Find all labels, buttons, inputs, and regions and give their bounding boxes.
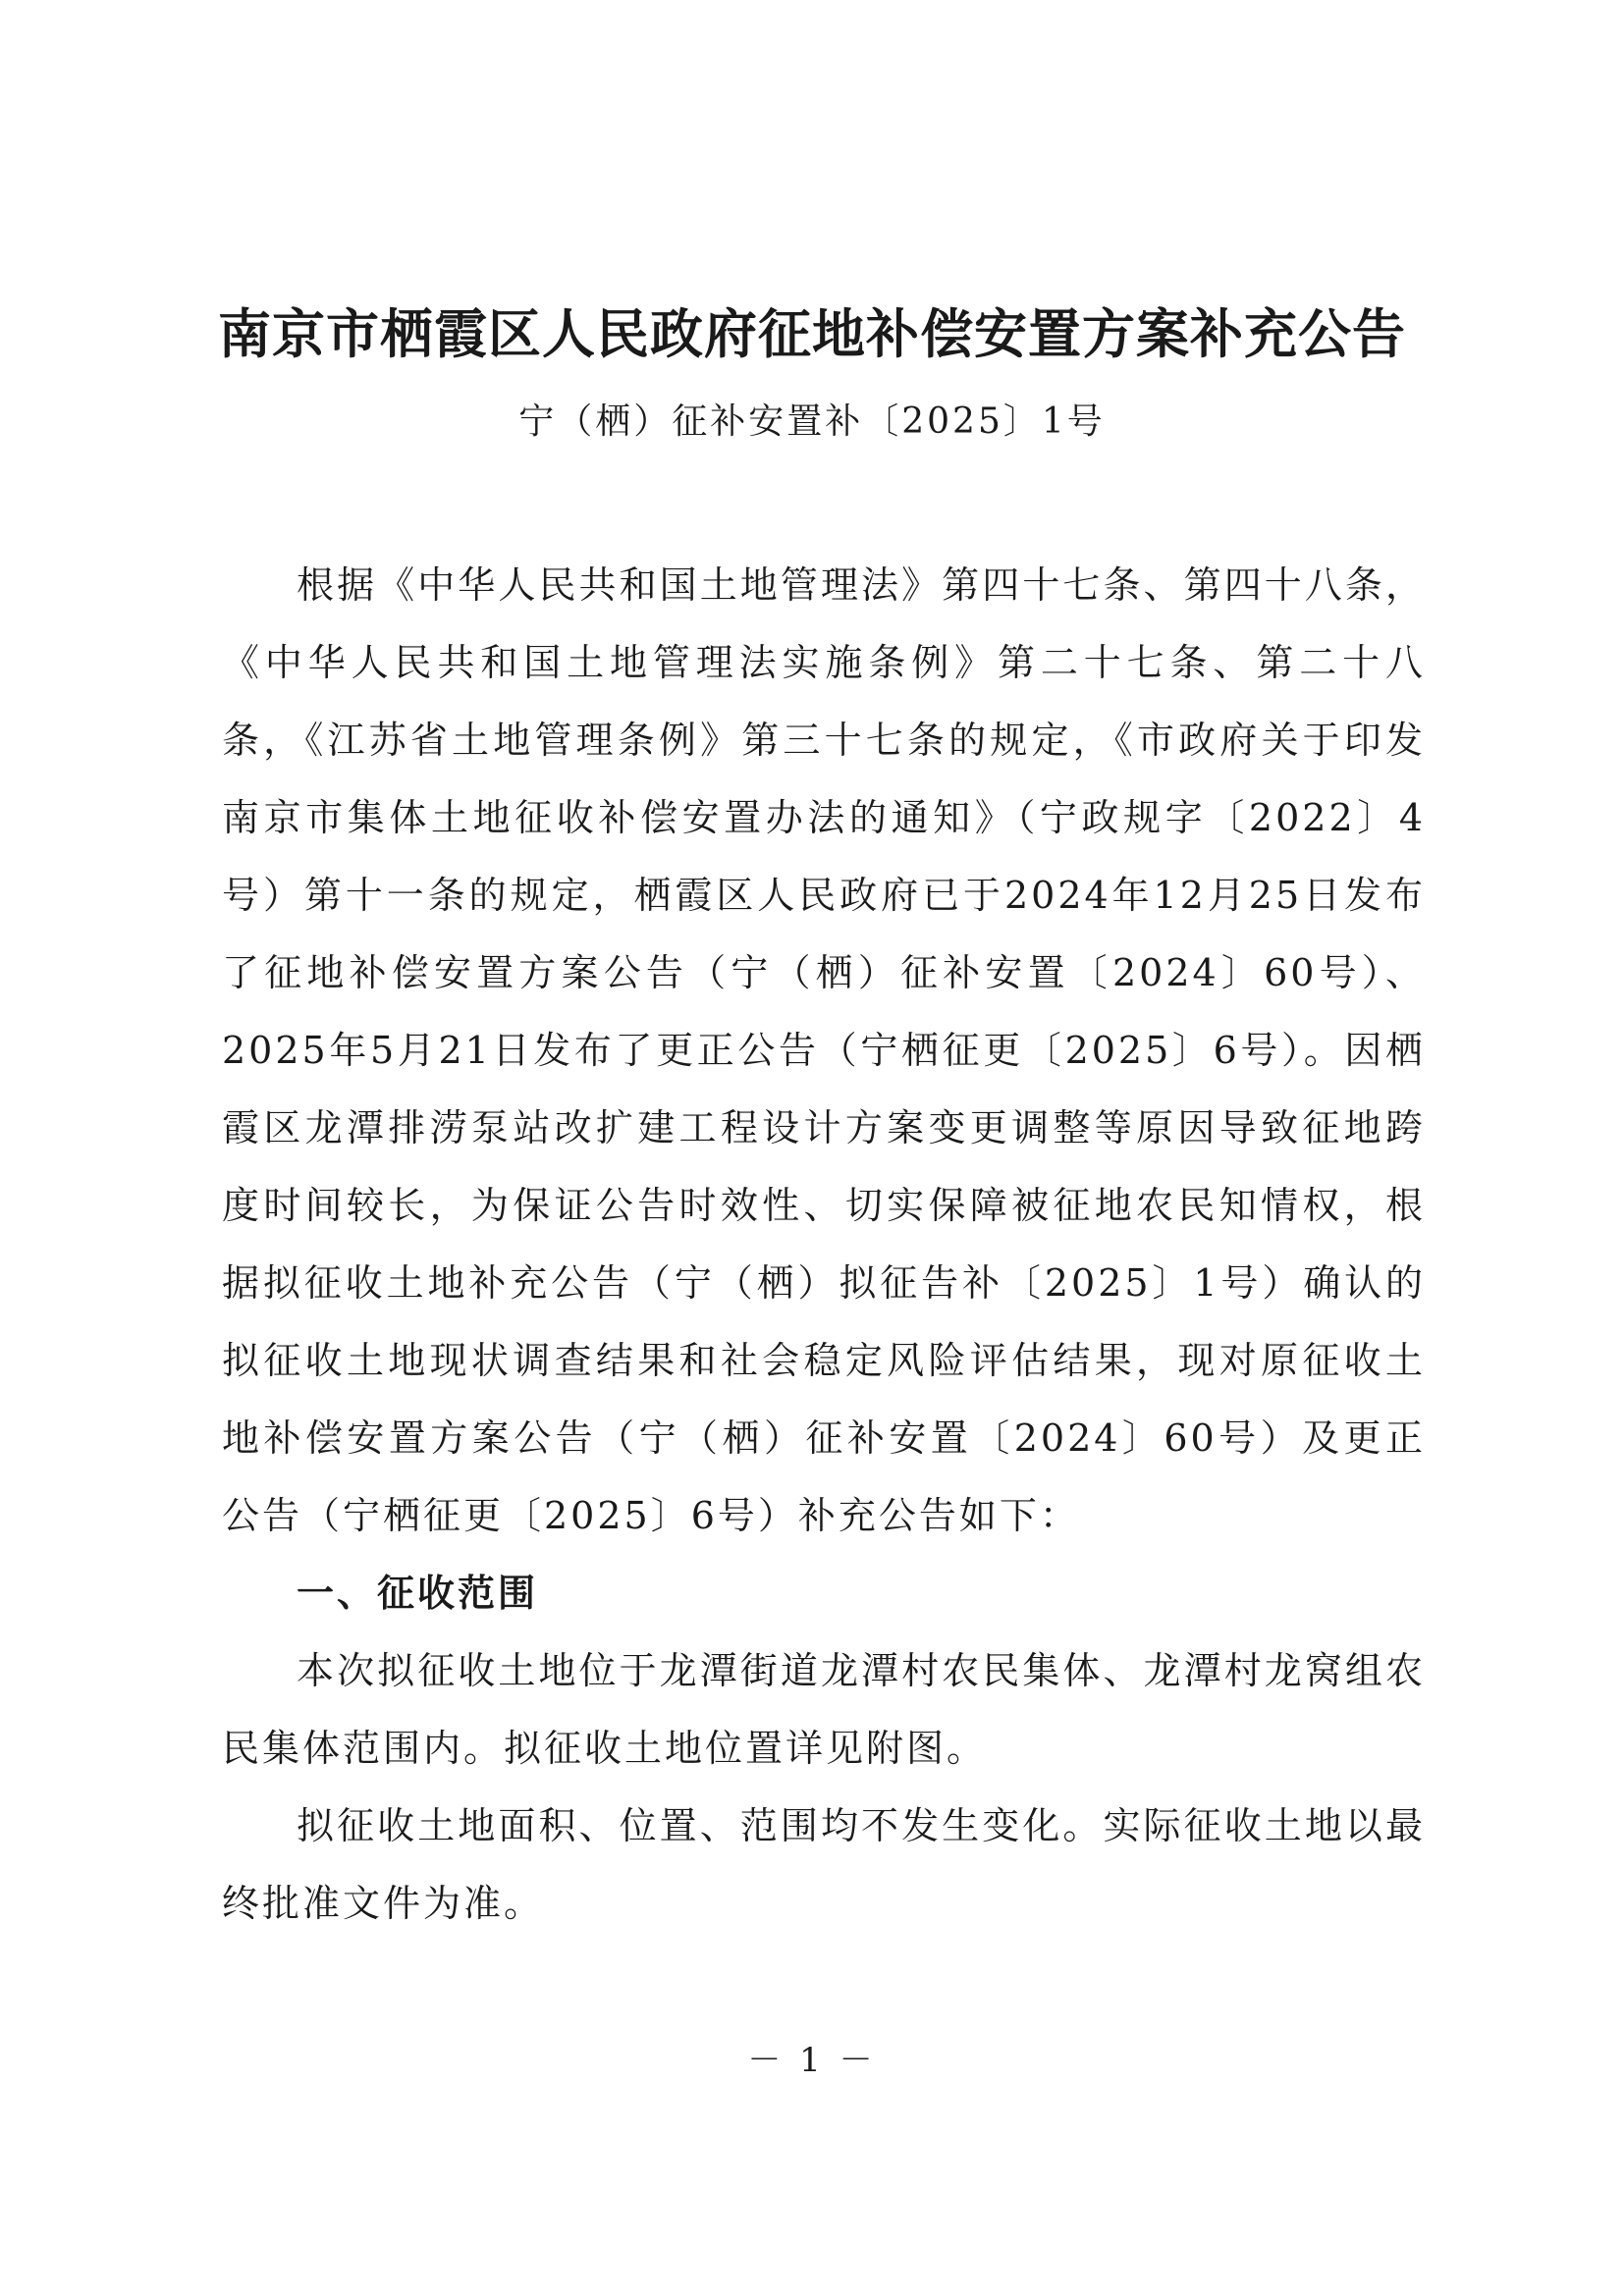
section-heading-scope: 一、征收范围 xyxy=(297,1572,539,1615)
page-number: － 1 － xyxy=(747,2041,877,2080)
section-paragraph: 本次拟征收土地位于龙潭街道龙潭村农民集体、龙潭村龙窝组农民集体范围内。拟征收土地位置详见附图。 xyxy=(222,1649,1426,1770)
document-number: 宁（栖）征补安置补〔2025〕1号 xyxy=(518,401,1106,442)
document-body xyxy=(222,547,1426,1943)
section-paragraph: 拟征收土地面积、位置、范围均不发生变化。实际征收土地以最终批准文件为准。 xyxy=(222,1804,1426,1925)
document-title: 南京市栖霞区人民政府征地补偿安置方案补充公告 xyxy=(218,302,1406,365)
intro-paragraph: 根据《中华人民共和国土地管理法》第四十七条、第四十八条，《中华人民共和国土地管理法实施条例》第二十七条、第二十八条，《江苏省土地管理条例》第三十七条的规定，《市政府关于印发南京市集体土地征收补偿安置办法的通知》（宁政规字〔2022〕4号）第十一条的规定，栖霞区人民政府已于2024年12月25日发布了征地补偿安置方案公告（宁（栖）征补安置〔2024〕60号）、2025年5月21日发布了更正公告（宁栖征更〔2025〕6号）。因栖霞区龙潭排涝泵站改扩建工程设计方案变更调整等原因导致征地跨度时间较长，为保证公告时效性、切实保障被征地农民知情权，根据拟征收土地补充公告（宁（栖）拟征告补〔2025〕1号）确认的拟征收土地现状调查结果和社会稳定风险评估结果，现对原征收土地补偿安置方案公告（宁（栖）征补安置〔2024〕60号）及更正公告（宁栖征更〔2025〕6号）补充公告如下： xyxy=(222,563,1426,1537)
